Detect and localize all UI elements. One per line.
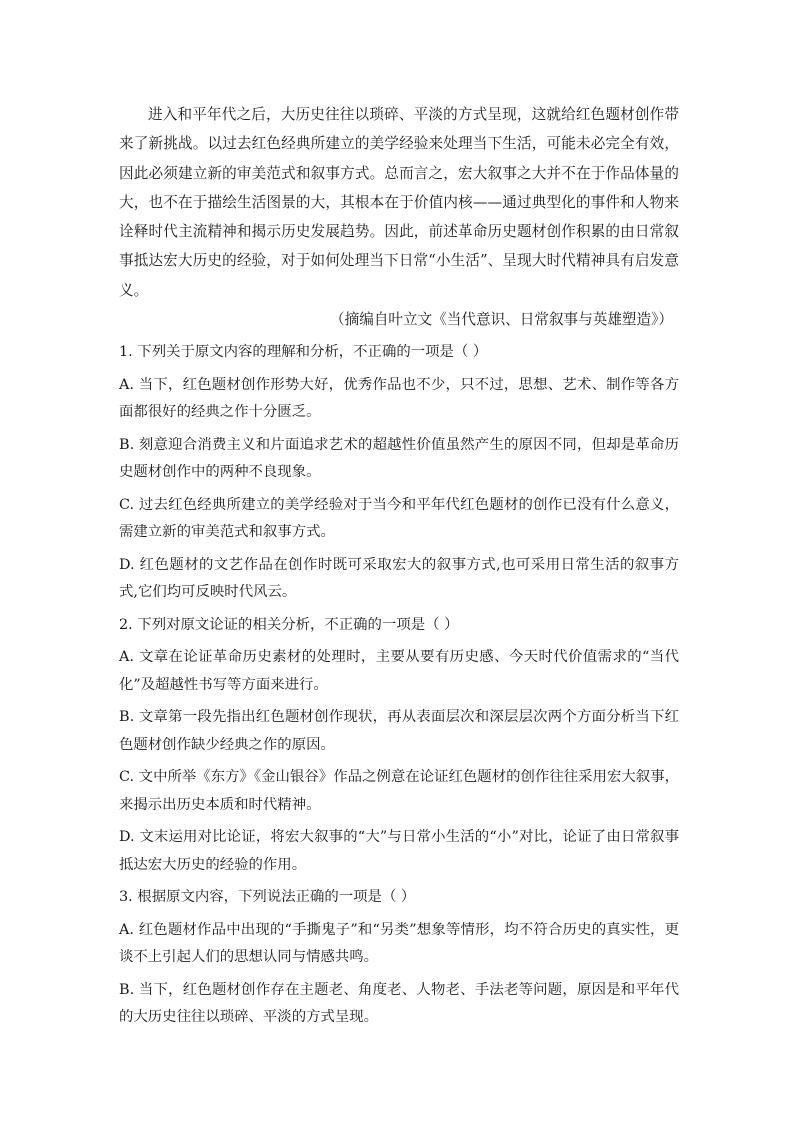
option-c: C. 过去红色经典所建立的美学经验对于当今和平年代红色题材的创作已没有什么意义，需建立新的审美范式和叙事方式。 [119,496,679,541]
passage-paragraph: 进入和平年代之后，大历史往往以琐碎、平淡的方式呈现，这就给红色题材创作带来了新挑战。以过去红色经典所建立的美学经验来处理当下生活，可能未必完全有效，因此必须建立新的审美范式和叙事方式。总而言之，宏大叙事之大并不在于作品体量的大，也不在于描绘生活图景的大，其根本在于价值内核——通过典型化的事件和人物来诠释时代主流精神和揭示历史发展趋势。因此，前述革命历史题材创作积累的由日常叙事抵达宏大历史的经验，对于如何处理当下日常“小生活”、呈现大时代精神具有启发意义。 [119,106,679,299]
question-2 [119,612,679,880]
question-stem: 3. 根据原文内容，下列说法正确的一项是（ ） [119,889,416,906]
option-b: B. 文章第一段先指出红色题材创作现状，再从表面层次和深层层次两个方面分析当下红色题材创作缺少经典之作的原因。 [119,709,679,753]
option-b: B. 当下，红色题材创作存在主题老、角度老、人物老、手法老等问题，原因是和平年代的大历史往往以琐碎、平淡的方式呈现。 [119,981,679,1026]
question-3 [119,884,679,1032]
document-content [119,100,679,1032]
option-a: A. 红色题材作品中出现的“手撕鬼子”和“另类”想象等情形，均不符合历史的真实性，更谈不上引起人们的思想认同与情感共鸣。 [119,921,679,966]
option-c: C. 文中所举《东方》《金山银谷》作品之例意在论证红色题材的创作往往采用宏大叙事，来揭示出历史本质和时代精神。 [119,769,679,813]
option-d: D. 红色题材的文艺作品在创作时既可采取宏大的叙事方式,也可采用日常生活的叙事方式,它们均可反映时代风云。 [119,556,679,601]
question-stem: 2. 下列对原文论证的相关分析，不正确的一项是（ ） [119,616,459,633]
option-a: A. 当下，红色题材创作形势大好，优秀作品也不少，只不过，思想、艺术、制作等各方面都很好的经典之作十分匮乏。 [119,376,679,421]
question-stem: 1. 下列关于原文内容的理解和分析，不正确的一项是（ ） [119,344,488,361]
option-a: A. 文章在论证革命历史素材的处理时，主要从要有历史感、今天时代价值需求的“当代化”及超越性书写等方面来进行。 [119,649,679,693]
passage-source: （摘编自叶立文《当代意识、日常叙事与英雄塑造》） [330,311,673,329]
question-1 [119,339,679,607]
option-d: D. 文末运用对比论证，将宏大叙事的“大”与日常小生活的“小”对比，论证了由日常叙事抵达宏大历史的经验的作用。 [119,829,679,873]
option-b: B. 刻意迎合消费主义和片面追求艺术的超越性价值虽然产生的原因不同，但却是革命历史题材创作中的两种不良现象。 [119,436,679,481]
